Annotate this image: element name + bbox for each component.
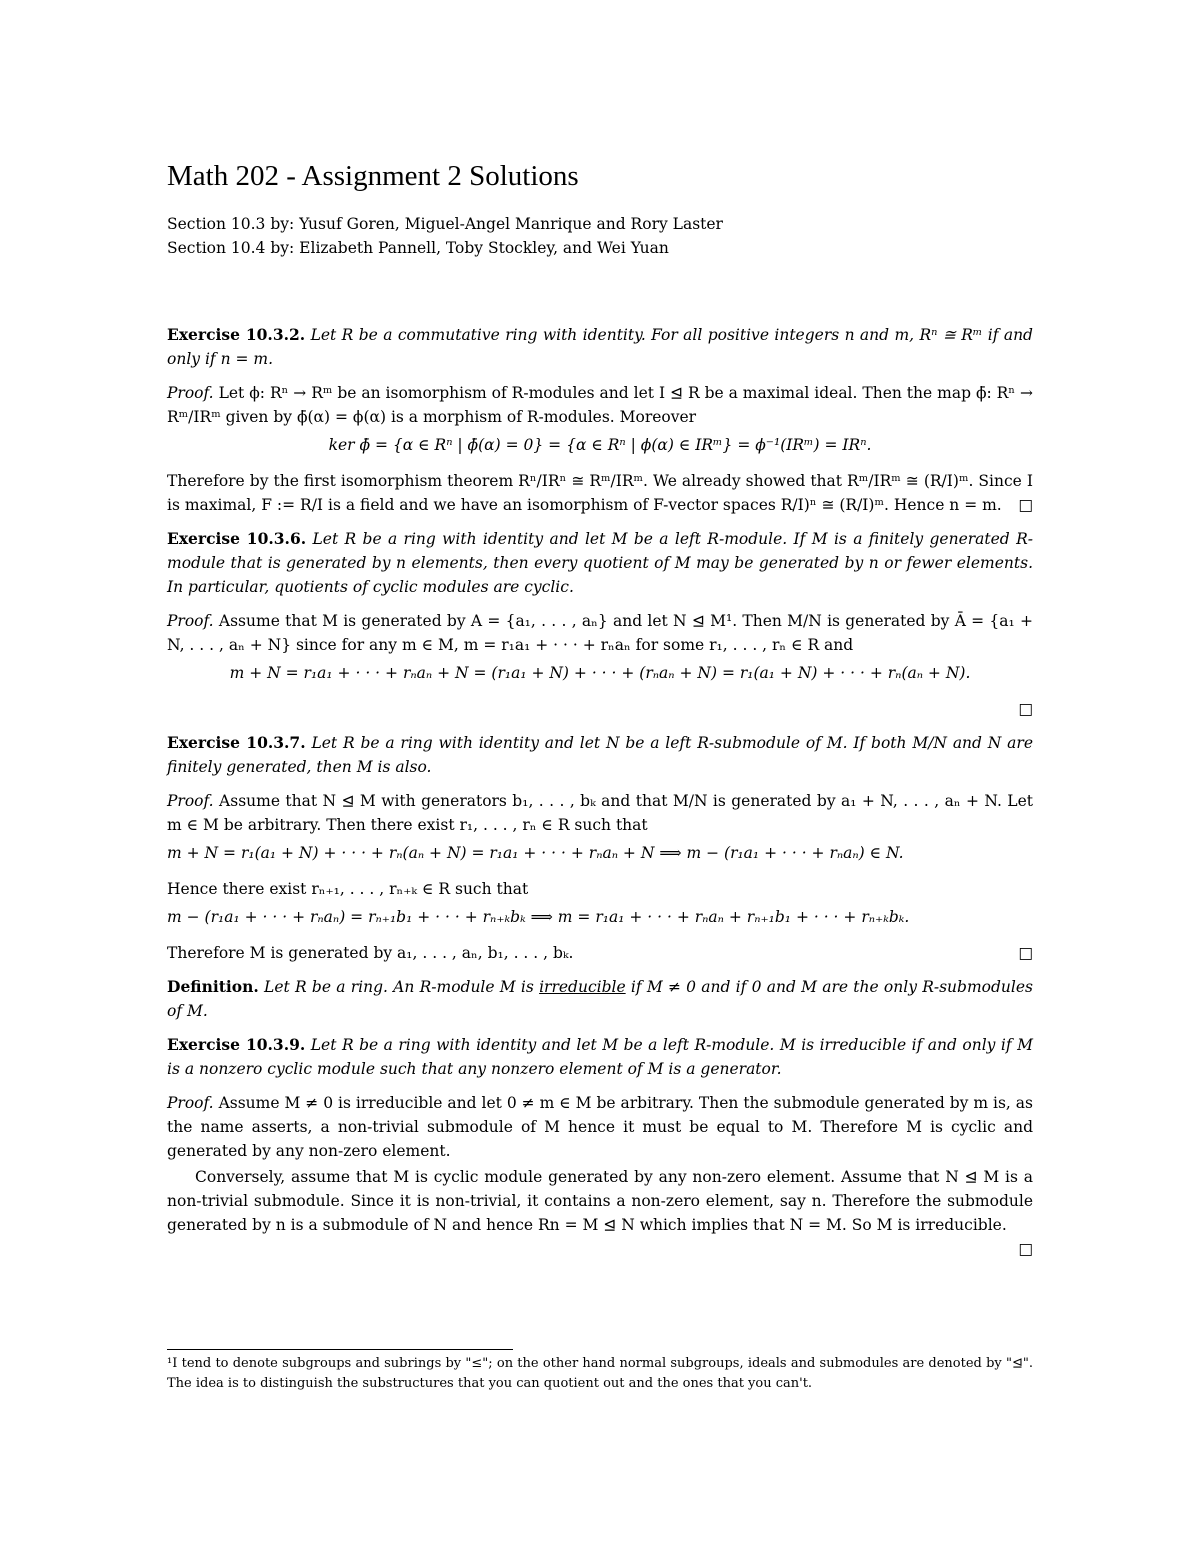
exercise-10-3-9-statement xyxy=(167,1033,1033,1081)
display-equation: m − (r₁a₁ + · · · + rₙaₙ) = rₙ₊₁b₁ + · · · + rₙ₊ₖbₖ ⟹ m = r₁a₁ + · · · + rₙaₙ + rₙ₊₁b₁ + · · · + rₙ₊ₖbₖ. xyxy=(167,908,910,926)
exercise-heading: Exercise 10.3.9. xyxy=(167,1035,306,1054)
proof-text: Let ϕ: Rⁿ → Rᵐ be an isomorphism of R-modules and let I ⊴ R be a maximal ideal. Then the map ϕ̄: Rⁿ → Rᵐ/IRᵐ given by ϕ̄(α) = ϕ(α) is a morphism of R-modules. Moreover xyxy=(167,384,1033,426)
proof-paragraph xyxy=(167,469,1033,517)
proof-text: Hence there exist rₙ₊₁, . . . , rₙ₊ₖ ∈ R such that xyxy=(167,880,529,898)
proof-paragraph xyxy=(167,941,1033,965)
exercise-text: Let R be a ring with identity and let N be a left R-submodule of M. If both M/N and N are finitely generated, then M is also. xyxy=(167,734,1033,776)
definition-heading: Definition. xyxy=(167,977,259,996)
author-line-section-10-4: Section 10.4 by: Elizabeth Pannell, Toby Stockley, and Wei Yuan xyxy=(167,239,669,257)
author-line-section-10-3: Section 10.3 by: Yusuf Goren, Miguel-Angel Manrique and Rory Laster xyxy=(167,215,723,233)
exercise-10-3-7-statement xyxy=(167,731,1033,779)
definition-irreducible xyxy=(167,975,1033,1023)
exercise-text: Let R be a commutative ring with identity. For all positive integers n and m, Rⁿ ≅ Rᵐ if and only if n = m. xyxy=(167,326,1033,368)
document-title: Math 202 - Assignment 2 Solutions xyxy=(167,160,579,192)
proof-paragraph xyxy=(167,1165,1033,1258)
proof-text: Therefore M is generated by a₁, . . . , aₙ, b₁, . . . , bₖ. xyxy=(167,944,574,962)
proof-text: Assume that N ⊴ M with generators b₁, . . . , bₖ and that M/N is generated by a₁ + N, . . . , aₙ + N. Let m ∈ M be arbitrary. Then there exist r₁, . . . , rₙ ∈ R such that xyxy=(167,792,1033,834)
proof-text: Therefore by the first isomorphism theorem Rⁿ/IRⁿ ≅ Rᵐ/IRᵐ. We already showed that Rᵐ/IRᵐ ≅ (R/I)ᵐ. Since I is maximal, F := R/I is a field and we have an isomorphism of F-vector spaces R/I)ⁿ ≅ (R/I)ᵐ. Hence n = m. xyxy=(167,472,1033,514)
proof-label: Proof. xyxy=(167,384,214,402)
document-body xyxy=(167,323,1033,1261)
footnote: ¹I tend to denote subgroups and subrings by "≤"; on the other hand normal subgroups, ideals and submodules are denoted by "⊴". The idea is to distinguish the substructures that you can quotient out and the ones that you can't. xyxy=(167,1356,1033,1391)
qed-symbol: □ xyxy=(1018,944,1033,962)
qed-symbol: □ xyxy=(1018,1240,1033,1258)
proof-paragraph xyxy=(167,1091,1033,1163)
proof-paragraph xyxy=(167,789,1033,837)
proof-label: Proof. xyxy=(167,792,214,810)
exercise-10-3-2-statement xyxy=(167,323,1033,371)
display-equation: m + N = r₁(a₁ + N) + · · · + rₙ(aₙ + N) = r₁a₁ + · · · + rₙaₙ + N ⟹ m − (r₁a₁ + · · · + rₙaₙ) ∈ N. xyxy=(167,844,904,862)
qed-symbol: □ xyxy=(1018,700,1033,718)
exercise-text: Let R be a ring with identity and let M be a left R-module. If M is a finitely generated R-module that is generated by n elements, then every quotient of M may be generated by n or fewer elements. In particular, quotients of cyclic modules are cyclic. xyxy=(167,530,1033,596)
footnote-rule xyxy=(167,1349,513,1350)
proof-text: Assume that M is generated by A = {a₁, . . . , aₙ} and let N ⊴ M¹. Then M/N is generated by Ā = {a₁ + N, . . . , aₙ + N} since for any m ∈ M, m = r₁a₁ + · · · + rₙaₙ for some r₁, . . . , rₙ ∈ R and xyxy=(167,612,1033,654)
proof-paragraph xyxy=(167,381,1033,429)
qed-symbol: □ xyxy=(1018,496,1033,514)
exercise-heading: Exercise 10.3.6. xyxy=(167,529,307,548)
proof-text: Assume M ≠ 0 is irreducible and let 0 ≠ m ∈ M be arbitrary. Then the submodule generated by m is, as the name asserts, a non-trivial submodule of M hence it must be equal to M. Therefore M is cyclic and generated by any non-zero element. xyxy=(167,1094,1033,1160)
proof-text: Conversely, assume that M is cyclic module generated by any non-zero element. Assume that N ⊴ M is a non-trivial submodule. Since it is non-trivial, it contains a non-zero element, say n. Therefore the submodule generated by n is a submodule of N and hence Rn = M ⊴ N which implies that N = M. So M is irreducible. xyxy=(167,1168,1033,1234)
display-equation: ker ϕ̄ = {α ∈ Rⁿ | ϕ̄(α) = 0} = {α ∈ Rⁿ | ϕ(α) ∈ IRᵐ} = ϕ⁻¹(IRᵐ) = IRⁿ. xyxy=(328,436,872,454)
proof-paragraph xyxy=(167,609,1033,657)
exercise-heading: Exercise 10.3.7. xyxy=(167,733,306,752)
proof-label: Proof. xyxy=(167,1094,214,1112)
exercise-text: Let R be a ring with identity and let M be a left R-module. M is irreducible if and only if M is a nonzero cyclic module such that any nonzero element of M is a generator. xyxy=(167,1036,1033,1078)
defined-term: irreducible xyxy=(539,978,626,996)
exercise-10-3-6-statement xyxy=(167,527,1033,599)
display-equation: m + N = r₁a₁ + · · · + rₙaₙ + N = (r₁a₁ + N) + · · · + (rₙaₙ + N) = r₁(a₁ + N) + · · · + rₙ(aₙ + N). xyxy=(229,664,971,682)
author-lines xyxy=(167,212,1067,260)
proof-label: Proof. xyxy=(167,612,214,630)
definition-text: if M ≠ 0 and if 0 and M are the only R-submodules of M. xyxy=(167,978,1033,1020)
definition-text: Let R be a ring. An R-module M is xyxy=(264,978,534,996)
exercise-heading: Exercise 10.3.2. xyxy=(167,325,306,344)
